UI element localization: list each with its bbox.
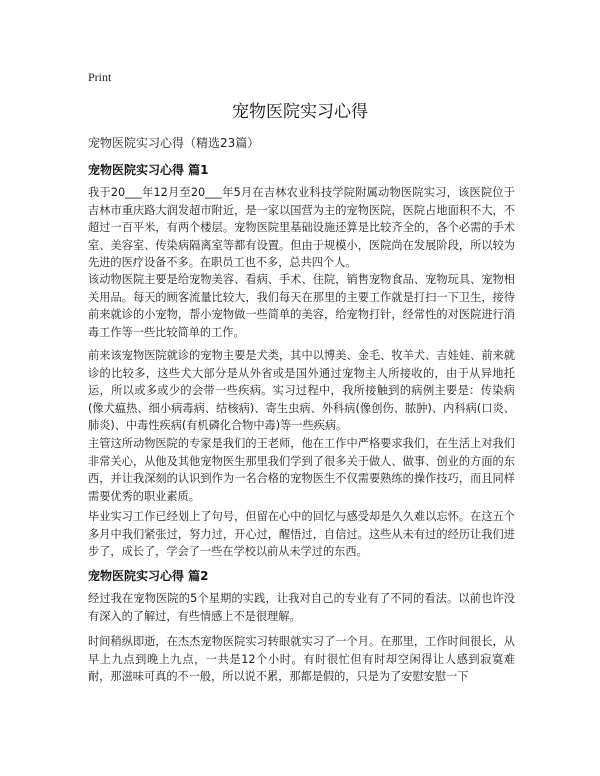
paragraph: 该动物医院主要是给宠物美容、看病、手术、住院，销售宠物食品、宠物玩具、宠物相关用品。每天的顾客流量比较大，我们每天在那里的主要工作就是打扫一下卫生，接待前来就诊的小宠物，帮小宠物做一些简单的美容，给宠物打针，经常性的对医院进行消毒工作等一些比较简单的工作。 [88, 273, 515, 339]
paragraph: 前来该宠物医院就诊的宠物主要是犬类，其中以博美、金毛、牧羊犬、吉娃娃、前来就诊的比较多，这些犬大部分是从外省或是国外通过宠物主人所接收的，由于从异地托运，所以或多或少的会带一些疾病。实习过程中，我所接触到的病例主要是：传染病(像犬瘟热、细小病毒病、结核病)、寄生虫病、外科病(像创伤、脓肿)、内科病(口炎、肺炎)、中毒性疾病(有机磷化合物中毒)等一些疾病。 [88, 349, 515, 432]
paragraph: 毕业实习工作已经划上了句号，但留在心中的回忆与感受却是久久难以忘怀。在这五个多月中我们紧张过，努力过，开心过，醒悟过，自信过。这些从未有过的经历让我们进步了，成长了，学会了一些在学校以前从未学过的东西。 [88, 510, 515, 558]
document-subtitle: 宠物医院实习心得（精选23篇） [88, 136, 260, 150]
section-heading-2: 宠物医院实习心得 篇2 [88, 569, 209, 583]
paragraph: 经过我在宠物医院的5个星期的实践，让我对自己的专业有了不同的看法。以前也许没有深入的了解过，有些情感上不是很理解。 [88, 592, 515, 623]
paragraph: 时间稍纵即逝，在杰杰宠物医院实习转眼就实习了一个月。在那里，工作时间很长，从早上九点到晚上九点，一共是12个小时。有时很忙但有时却空闲得让人感到寂寞难耐，那滋味可真的不一般，所以说不累，那都是假的，只是为了安慰安慰一下 [88, 635, 515, 683]
paragraph: 我于20___年12月至20___年5月在吉林农业科技学院附属动物医院实习，该医院位于吉林市重庆路大润发超市附近，是一家以国营为主的宠物医院，医院占地面积不大，不超过一百平米，有两个楼层。宠物医院里基础设施还算是比较齐全的，各个必需的手术室、美容室、传染病隔离室等都有设置。但由于规模小，医院尚在发展阶段，所以较为先进的医疗设备不多。在职员工也不多，总共四个人。 [88, 186, 515, 269]
document-title: 宠物医院实习心得 [232, 102, 368, 122]
paragraph: 主管这所动物医院的专家是我们的王老师，他在工作中严格要求我们，在生活上对我们非常关心，从他及其他宠物医生那里我们学到了很多关于做人、做事、创业的方面的东西，并让我深刻的认识到作为一名合格的宠物医生不仅需要熟练的操作技巧，而且同样需要优秀的职业素质。 [88, 437, 515, 503]
section-heading-1: 宠物医院实习心得 篇1 [88, 163, 209, 177]
print-link[interactable]: Print [88, 70, 112, 84]
